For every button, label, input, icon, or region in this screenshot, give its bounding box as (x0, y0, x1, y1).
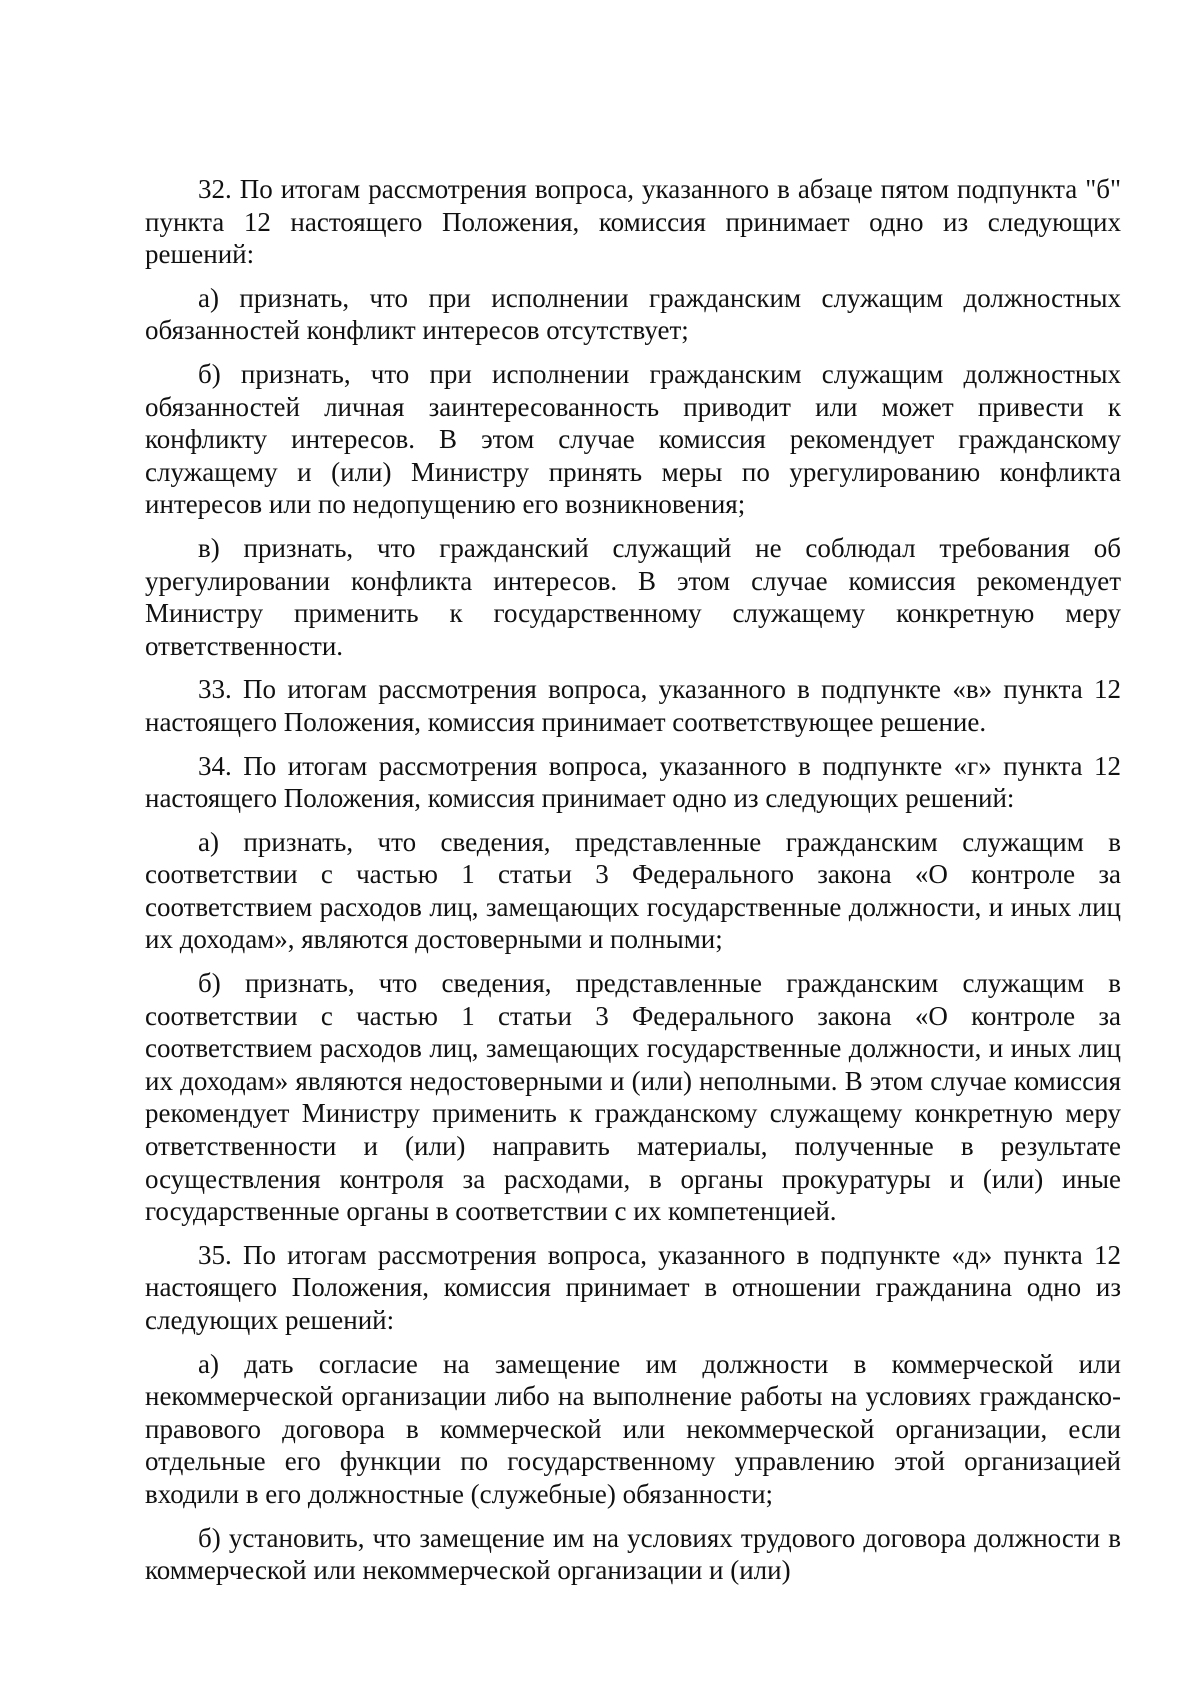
paragraph-32-b: б) признать, что при исполнении гражданским служащим должностных обязанностей личная заинтересованность приводит или может привести к конфликту интересов. В этом случае комиссия рекомендует гражданскому служащему и (или) Министру принять меры по урегулированию конфликта интересов или по недопущению его возникновения; (145, 358, 1121, 520)
paragraph-35: 35. По итогам рассмотрения вопроса, указанного в подпункте «д» пункта 12 настоящего Положения, комиссия принимает в отношении гражданина одно из следующих решений: (145, 1239, 1121, 1335)
paragraph-32-a: а) признать, что при исполнении гражданским служащим должностных обязанностей конфликт интересов отсутствует; (145, 282, 1121, 346)
paragraph-35-b: б) установить, что замещение им на условиях трудового договора должности в коммерческой или некоммерческой организации и (или) (145, 1522, 1121, 1586)
paragraph-33: 33. По итогам рассмотрения вопроса, указанного в подпункте «в» пункта 12 настоящего Положения, комиссия принимает соответствующее решение. (145, 674, 1121, 737)
paragraph-35-a: а) дать согласие на замещение им должности в коммерческой или некоммерческой организации либо на выполнение работы на условиях гражданско-правового договора в коммерческой или некоммерческой организации, если отдельные его функции по государственному управлению этой организацией входили в его должностные (служебные) обязанности; (145, 1348, 1121, 1509)
paragraph-34: 34. По итогам рассмотрения вопроса, указанного в подпункте «г» пункта 12 настоящего Положения, комиссия принимает одно из следующих решений: (145, 750, 1121, 814)
document-page (145, 173, 1121, 1598)
paragraph-32-c: в) признать, что гражданский служащий не соблюдал требования об урегулировании конфликта интересов. В этом случае комиссия рекомендует Министру применить к государственному служащему конкретную меру ответственности. (145, 532, 1121, 661)
paragraph-32: 32. По итогам рассмотрения вопроса, указанного в абзаце пятом подпункта "б" пункта 12 настоящего Положения, комиссия принимает одно из следующих решений: (145, 174, 1121, 270)
paragraph-34-b: б) признать, что сведения, представленные гражданским служащим в соответствии с частью 1 статьи 3 Федерального закона «О контроле за соответствием расходов лиц, замещающих государственные должности, и иных лиц их доходам» являются недостоверными и (или) неполными. В этом случае комиссия рекомендует Министру применить к гражданскому служащему конкретную меру ответственности и (или) направить материалы, полученные в результате осуществления контроля за расходами, в органы прокуратуры и (или) иные государственные органы в соответствии с их компетенцией. (145, 968, 1121, 1227)
paragraph-34-a: а) признать, что сведения, представленные гражданским служащим в соответствии с частью 1 статьи 3 Федерального закона «О контроле за соответствием расходов лиц, замещающих государственные должности, и иных лиц их доходам», являются достоверными и полными; (145, 826, 1121, 955)
